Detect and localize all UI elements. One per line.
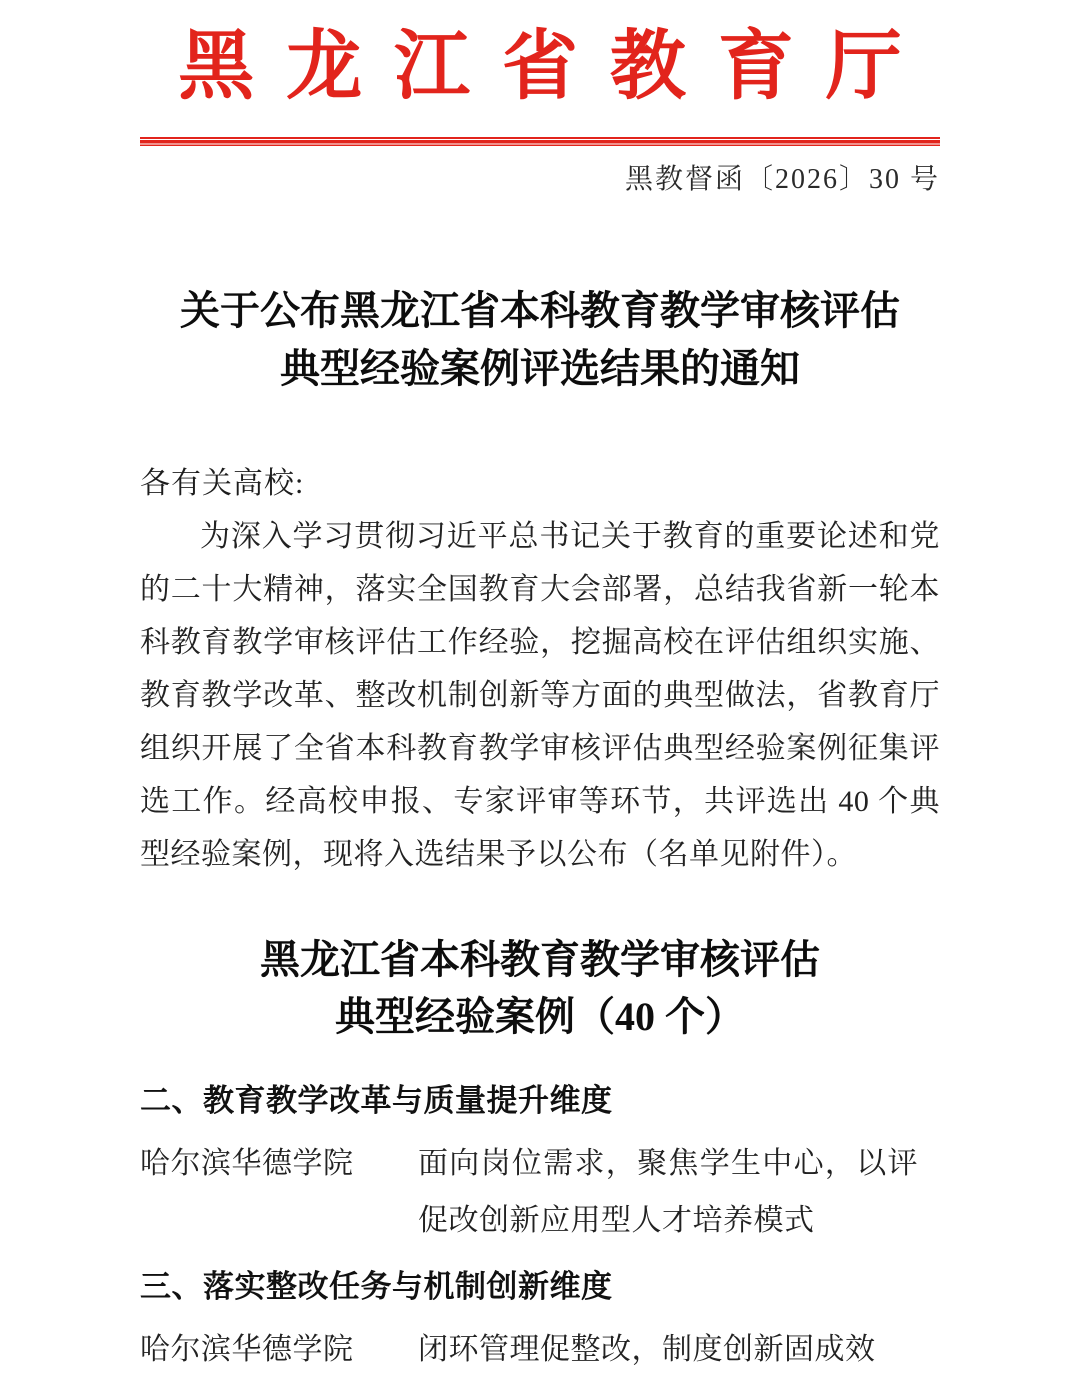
annex-title-line2: 典型经验案例（40 个） [335, 994, 745, 1040]
notice-title [140, 282, 940, 398]
case-row [140, 1321, 940, 1378]
red-divider-rule [140, 137, 940, 146]
case-row [140, 1135, 940, 1249]
section-reform-dimension [140, 1079, 940, 1249]
section-heading: 二、教育教学改革与质量提升维度 [140, 1083, 613, 1119]
case-title: 面向岗位需求，聚焦学生中心，以评促改创新应用型人才培养模式 [418, 1147, 918, 1238]
salutation: 各有关高校: [140, 467, 305, 501]
body-paragraph: 为深入学习贯彻习近平总书记关于教育的重要论述和党的二十大精神，落实全国教育大会部署，总结我省新一轮本科教育教学审核评估工作经验，挖掘高校在评估组织实施、教育教学改革、整改机制创新等方面的典型做法，省教育厅组织开展了全省本科教育教学审核评估典型经验案例征集评选工作。经高校申报、专家评审等环节，共评选出 40 个典型经验案例，现将入选结果予以公布（名单见附件）。 [140, 520, 940, 872]
letterhead [140, 24, 940, 198]
case-title: 闭环管理促整改，制度创新固成效 [418, 1333, 876, 1367]
section-rectification-dimension [140, 1265, 940, 1378]
notice-title-line2: 典型经验案例评选结果的通知 [280, 346, 800, 392]
annex-title [140, 931, 940, 1045]
annex-title-line1: 黑龙江省本科教育教学审核评估 [260, 937, 820, 983]
agency-title: 黑龙江省教育厅 [178, 25, 934, 109]
document-number: 黑教督函〔2026〕30 号 [624, 164, 940, 196]
notice-title-line1: 关于公布黑龙江省本科教育教学审核评估 [180, 288, 900, 334]
school-name: 哈尔滨华德学院 [140, 1147, 354, 1181]
school-name: 哈尔滨华德学院 [140, 1333, 354, 1367]
section-heading: 三、落实整改任务与机制创新维度 [140, 1269, 613, 1305]
